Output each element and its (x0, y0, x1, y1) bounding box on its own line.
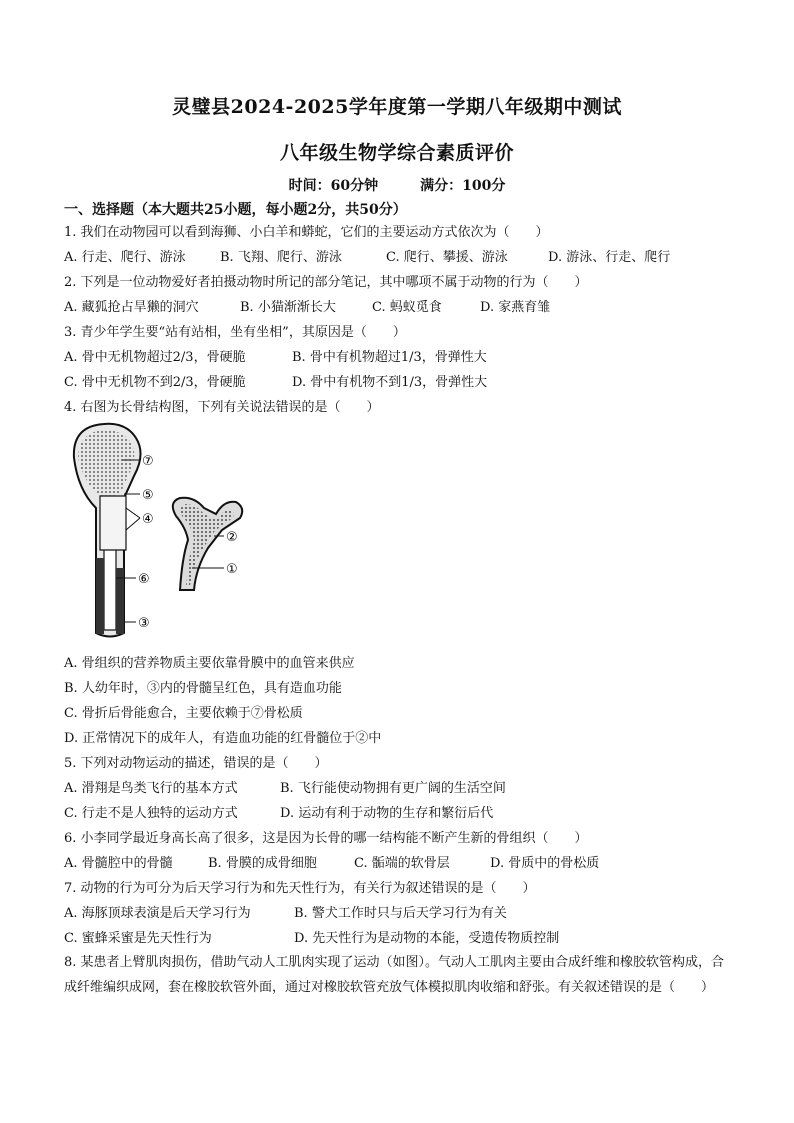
question-1-stem: 1. 我们在动物园可以看到海狮、小白羊和蟒蛇，它们的主要运动方式依次为（ ） (64, 225, 549, 240)
question-4-option-b: B. 人幼年时，③内的骨髓呈红色，具有造血功能 (64, 681, 342, 696)
question-3-stem: 3. 青少年学生要“站有站相，坐有坐相”，其原因是（ ） (64, 325, 406, 340)
question-6-stem: 6. 小李同学最近身高长高了很多，这是因为长骨的哪一结构能不断产生新的骨组织（ ） (64, 831, 588, 846)
question-4-stem: 4. 右图为长骨结构图，下列有关说法错误的是（ ） (64, 400, 380, 415)
question-4-option-d: D. 正常情况下的成年人，有造血功能的红骨髓位于②中 (64, 731, 382, 746)
question-5-option-b: B. 飞行能使动物拥有更广阔的生活空间 (280, 781, 506, 796)
label-7: ⑦ (142, 454, 154, 469)
question-4-option-a: A. 骨组织的营养物质主要依靠骨膜中的血管来供应 (64, 656, 355, 671)
question-6-option-b: B. 骨膜的成骨细胞 (208, 856, 317, 871)
question-8-stem: 8. 某患者上臂肌肉损伤，借助气动人工肌肉实现了运动（如图）。气动人工肌肉主要由合成纤维和橡胶软管构成，合成纤维编织成网，套在橡胶软管外面，通过对橡胶软管充放气体模拟肌肉收缩和舒张。有关叙述错误的是（ ） (64, 955, 725, 995)
label-1: ① (226, 562, 238, 577)
question-6-option-a: A. 骨髓腔中的骨髓 (64, 856, 173, 871)
section-heading: 一、选择题（本大题共25小题，每小题2分，共50分） (64, 202, 407, 218)
question-6-option-c: C. 骺端的软骨层 (354, 856, 450, 871)
label-4: ④ (142, 512, 154, 527)
question-6-option-d: D. 骨质中的骨松质 (490, 856, 600, 871)
exam-score: 满分：100分 (420, 178, 506, 194)
long-bone-diagram (64, 418, 284, 648)
question-5-stem: 5. 下列对动物运动的描述，错误的是（ ） (64, 756, 328, 771)
exam-title: 灵璧县2024-2025学年度第一学期八年级期中测试 (172, 96, 622, 118)
question-5-option-d: D. 运动有利于动物的生存和繁衍后代 (280, 806, 494, 821)
question-1-option-c: C. 爬行、攀援、游泳 (386, 250, 508, 265)
question-3-option-c: C. 骨中无机物不到2/3，骨硬脆 (64, 375, 246, 390)
label-2: ② (226, 530, 238, 545)
long-bone-figure (64, 418, 284, 648)
question-2-option-a: A. 藏狐抢占旱獭的洞穴 (64, 300, 199, 315)
question-7-stem: 7. 动物的行为可分为后天学习行为和先天性行为，有关行为叙述错误的是（ ） (64, 881, 536, 896)
question-2-stem: 2. 下列是一位动物爱好者拍摄动物时所记的部分笔记，其中哪项不属于动物的行为（ ） (64, 275, 588, 290)
question-5-option-a: A. 滑翔是鸟类飞行的基本方式 (64, 781, 238, 796)
question-3-option-d: D. 骨中有机物不到1/3，骨弹性大 (292, 375, 488, 390)
question-7-option-a: A. 海豚顶球表演是后天学习行为 (64, 906, 251, 921)
label-6: ⑥ (138, 572, 150, 587)
exam-time: 时间：60分钟 (288, 178, 379, 194)
question-7-option-c: C. 蜜蜂采蜜是先天性行为 (64, 931, 212, 946)
question-7-option-b: B. 警犬工作时只与后天学习行为有关 (294, 906, 507, 921)
question-7-option-d: D. 先天性行为是动物的本能，受遗传物质控制 (294, 931, 560, 946)
question-2-option-d: D. 家燕育雏 (480, 300, 551, 315)
question-2-option-c: C. 蚂蚁觅食 (372, 300, 442, 315)
question-3-option-a: A. 骨中无机物超过2/3，骨硬脆 (64, 350, 246, 365)
exam-meta (0, 175, 794, 195)
question-4-option-c: C. 骨折后骨能愈合，主要依赖于⑦骨松质 (64, 706, 303, 721)
question-5-option-c: C. 行走不是人独特的运动方式 (64, 806, 238, 821)
question-1-option-b: B. 飞翔、爬行、游泳 (220, 250, 342, 265)
question-2-option-b: B. 小猫渐渐长大 (240, 300, 336, 315)
question-1-option-a: A. 行走、爬行、游泳 (64, 250, 186, 265)
question-3-option-b: B. 骨中有机物超过1/3，骨弹性大 (292, 350, 487, 365)
label-5: ⑤ (142, 488, 154, 503)
question-1-option-d: D. 游泳、行走、爬行 (548, 250, 671, 265)
exam-subtitle: 八年级生物学综合素质评价 (279, 142, 514, 164)
label-3: ③ (138, 616, 150, 631)
